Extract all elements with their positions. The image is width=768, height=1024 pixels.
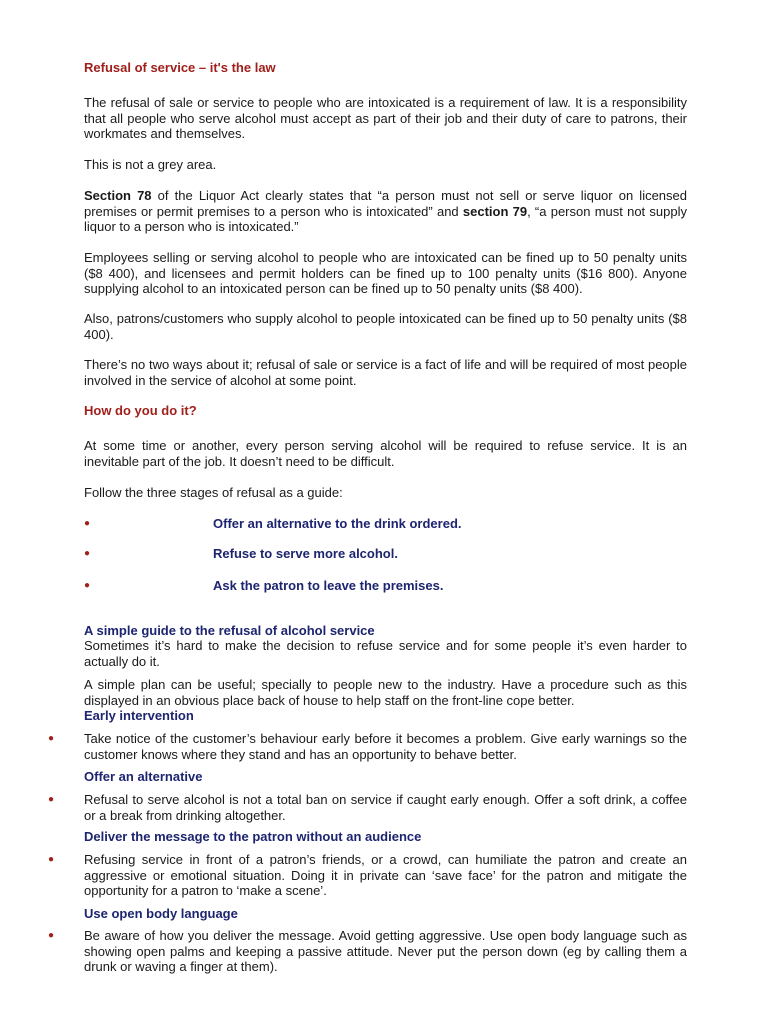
stage-text: Offer an alternative to the drink ordered. (213, 516, 462, 531)
section-78-label: Section 78 (84, 188, 152, 203)
bullet-icon: ● (84, 548, 91, 559)
follow-paragraph: Follow the three stages of refusal as a guide: (84, 485, 343, 500)
bullet-icon: ● (84, 518, 91, 529)
fact-of-life-paragraph: There’s no two ways about it; refusal of sale or service is a fact of life and will be required of most people involved in the service of alcohol at some point. (84, 357, 687, 388)
step-text: Refusal to serve alcohol is not a total ban on service if caught early enough. Offer a soft drink, a coffee or a break from drinking altogether. (84, 792, 687, 823)
bullet-icon: ● (84, 580, 91, 591)
step-heading: Deliver the message to the patron without an audience (84, 829, 422, 844)
bullet-icon: ● (48, 930, 55, 941)
step-heading: Use open body language (84, 906, 238, 921)
step-heading: Early intervention (84, 708, 194, 723)
section-79-text: , “a person must not supply liquor to a person who is intoxicated.” (84, 203, 687, 235)
guide-paragraph: Sometimes it’s hard to make the decision to refuse service and for some people it’s even harder to actually do it. (84, 638, 687, 669)
step-heading: Offer an alternative (84, 769, 203, 784)
bullet-icon: ● (48, 854, 55, 865)
bullet-icon: ● (48, 733, 55, 744)
section-79-label: section 79 (462, 203, 528, 219)
how-heading: How do you do it? (84, 403, 197, 418)
liquor-act-paragraph (84, 188, 687, 235)
fines-paragraph: Employees selling or serving alcohol to people who are intoxicated can be fined up to 50 penalty units ($8 400), and licensees and permit holders can be fined up to 100 penalty units ($16 800). Anyone supplying alcohol to an intoxicated person can be fined up to 50 penalty units ($8 400). (84, 250, 687, 297)
bullet-icon: ● (48, 794, 55, 805)
step-text: Take notice of the customer’s behaviour early before it becomes a problem. Give early warnings so the customer knows where they stand and has an opportunity to behave better. (84, 731, 687, 762)
section-78-text: of the Liquor Act clearly states that “a person must not sell or serve liquor on licensed premises or permit premises to a person who is intoxicated” and (84, 188, 688, 219)
doc-title: Refusal of service – it's the law (84, 60, 276, 75)
stage-text: Refuse to serve more alcohol. (213, 546, 398, 561)
how-paragraph: At some time or another, every person serving alcohol will be required to refuse service. It is an inevitable part of the job. It doesn’t need to be difficult. (84, 438, 687, 469)
intro-paragraph: The refusal of sale or service to people who are intoxicated is a requirement of law. It is a responsibility that all people who serve alcohol must accept as part of their job and their duty of care to patrons, their workmates and themselves. (84, 95, 687, 142)
step-text: Be aware of how you deliver the message. Avoid getting aggressive. Use open body language such as showing open palms and keeping a passive attitude. Never put the person down (eg by calling them a drunk or waving a finger at them). (84, 928, 687, 975)
grey-area-paragraph: This is not a grey area. (84, 157, 217, 172)
stage-text: Ask the patron to leave the premises. (213, 578, 444, 593)
step-text: Refusing service in front of a patron’s friends, or a crowd, can humiliate the patron and create an aggressive or emotional situation. Doing it in private can ‘save face’ for the patron and mitigate the opportunity for a patron to ‘make a scene’. (84, 852, 687, 899)
guide-plan-paragraph: A simple plan can be useful; specially to people new to the industry. Have a procedure such as this displayed in an obvious place back of house to help staff on the front-line cope better. (84, 677, 687, 708)
patrons-paragraph: Also, patrons/customers who supply alcohol to people intoxicated can be fined up to 50 penalty units ($8 400). (84, 311, 687, 342)
guide-heading: A simple guide to the refusal of alcohol service (84, 623, 375, 638)
